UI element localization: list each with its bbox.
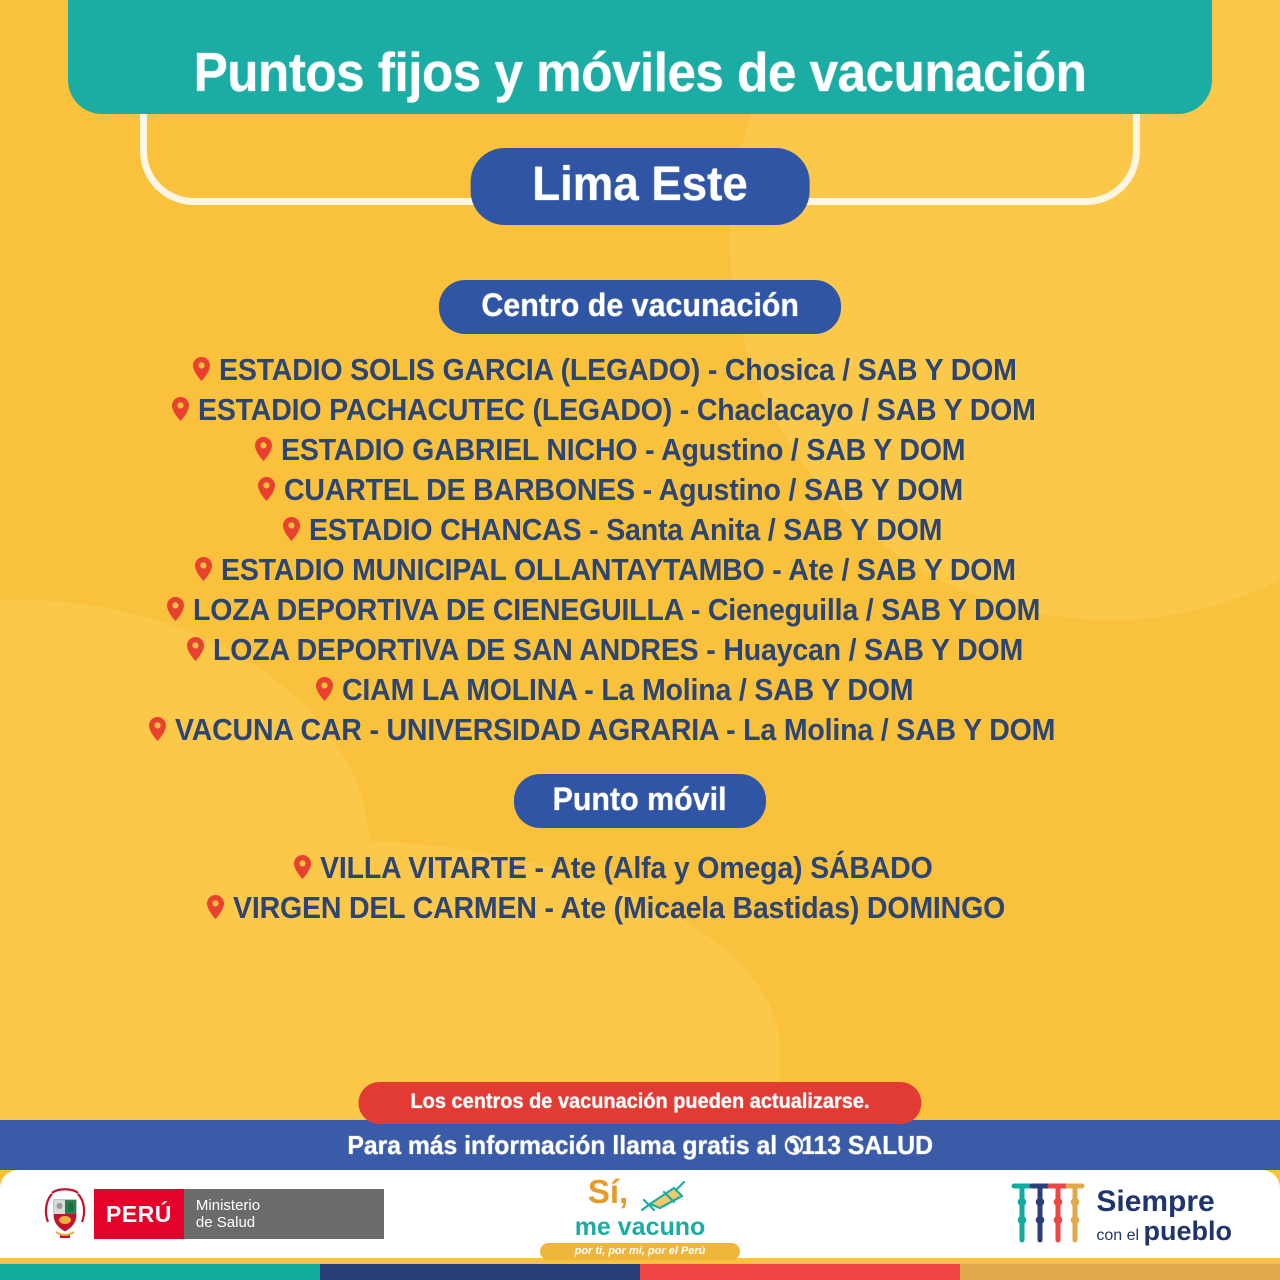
- map-pin-icon: [187, 637, 204, 661]
- list-item: [193, 352, 1086, 388]
- vaccination-center-list: [0, 350, 1280, 750]
- section-badge-movil: [514, 774, 765, 828]
- phone-number: 113 SALUD: [800, 1129, 933, 1160]
- list-item-separator: -: [671, 392, 697, 427]
- peru-label: PERÚ: [94, 1189, 184, 1239]
- map-pin-icon: [316, 677, 333, 701]
- list-item-separator: -: [682, 592, 708, 627]
- list-item-separator: -: [526, 850, 551, 885]
- map-pin-icon: [294, 855, 311, 879]
- syringe-icon: [630, 1178, 692, 1217]
- list-item: [187, 632, 1094, 668]
- list-item-text: [193, 592, 1040, 628]
- phone-icon: ✆: [783, 1132, 803, 1160]
- list-item: [167, 592, 1114, 628]
- list-item: [195, 552, 1085, 588]
- list-item-detail: Chosica / SAB Y DOM: [725, 352, 1018, 387]
- band-teal: [0, 1264, 320, 1280]
- list-item-detail: Huaycan / SAB Y DOM: [723, 632, 1023, 667]
- band-gold: [960, 1264, 1280, 1280]
- list-item-name: VILLA VITARTE: [320, 850, 527, 885]
- section-badge-centro: [439, 280, 841, 334]
- list-item: [294, 850, 986, 886]
- list-item-text: [233, 890, 1005, 926]
- me-vacuno-label: me vacuno: [574, 1213, 706, 1241]
- list-item-detail: Cieneguilla / SAB Y DOM: [707, 592, 1040, 627]
- logo-ministerio-de-salud: [42, 1186, 384, 1242]
- section-label-centro: Centro de vacunación: [481, 287, 799, 323]
- logo-si-me-vacuno: [540, 1173, 740, 1260]
- siempre-figures-icon: [1008, 1180, 1086, 1251]
- list-item-name: LOZA DEPORTIVA DE SAN ANDRES: [212, 632, 699, 667]
- list-item-detail: Ate (Micaela Bastidas) DOMINGO: [560, 890, 1006, 925]
- list-item-name: ESTADIO CHANCAS: [308, 512, 582, 547]
- list-item: [258, 472, 1022, 508]
- list-item-text: [219, 352, 1017, 388]
- list-item-separator: -: [700, 352, 726, 387]
- list-item: [172, 392, 1109, 428]
- list-item-text: [320, 850, 933, 886]
- list-item-text: [175, 712, 1055, 748]
- map-pin-icon: [207, 895, 224, 919]
- list-item-separator: -: [637, 432, 662, 467]
- siempre-line2-small: con el: [1096, 1226, 1140, 1244]
- siempre-line2-bold: pueblo: [1143, 1215, 1232, 1246]
- siempre-text: [1096, 1184, 1232, 1246]
- list-item-text: [198, 392, 1036, 428]
- main-content: [0, 280, 1280, 928]
- list-item-text: [342, 672, 913, 708]
- section-header-centro: [439, 280, 841, 334]
- siempre-line2: [1096, 1215, 1232, 1246]
- band-navy: [320, 1264, 640, 1280]
- list-item-text: [284, 472, 963, 508]
- list-item-separator: -: [581, 512, 607, 547]
- info-text: [347, 1130, 933, 1161]
- map-pin-icon: [255, 437, 272, 461]
- list-item: [207, 890, 1072, 926]
- list-item-detail: Chaclacayo / SAB Y DOM: [696, 392, 1036, 427]
- list-item-detail: Santa Anita / SAB Y DOM: [606, 512, 943, 547]
- list-item-name: LOZA DEPORTIVA DE CIENEGUILLA: [192, 592, 683, 627]
- list-item-detail: La Molina / SAB Y DOM: [601, 672, 914, 707]
- list-item-name: ESTADIO MUNICIPAL OLLANTAYTAMBO: [221, 552, 765, 587]
- logo-siempre-con-el-pueblo: [1008, 1180, 1232, 1251]
- si-tagline: por ti, por mí, por el Perú: [540, 1243, 740, 1260]
- list-item-name: ESTADIO PACHACUTEC (LEGADO): [197, 392, 672, 427]
- peru-coat-of-arms-icon: [42, 1186, 88, 1242]
- list-item-separator: -: [537, 890, 561, 925]
- list-item-name: ESTADIO SOLIS GARCIA (LEGADO): [219, 352, 701, 387]
- ministerio-line1: Ministerio: [195, 1196, 261, 1214]
- ministerio-line2: de Salud: [195, 1214, 256, 1231]
- band-red: [640, 1264, 960, 1280]
- list-item-detail: Ate (Alfa y Omega) SÁBADO: [550, 850, 933, 885]
- info-bar: [0, 1120, 1280, 1170]
- list-item-name: CUARTEL DE BARBONES: [284, 472, 635, 507]
- ministerio-label: [184, 1189, 384, 1239]
- list-item-text: [213, 632, 1023, 668]
- si-label: Sí,: [587, 1173, 629, 1210]
- map-pin-icon: [167, 597, 184, 621]
- map-pin-icon: [195, 557, 212, 581]
- section-label-movil: Punto móvil: [553, 781, 727, 817]
- page-title: Puntos fijos y móviles de vacunación: [193, 41, 1087, 103]
- list-item-text: [309, 512, 942, 548]
- list-item-name: VIRGEN DEL CARMEN: [233, 890, 538, 925]
- list-item: [316, 672, 963, 708]
- list-item: [283, 512, 997, 548]
- region-badge: [471, 148, 810, 225]
- list-item-text: [281, 432, 965, 468]
- list-item-detail: Agustino / SAB Y DOM: [658, 472, 963, 507]
- update-notice-text: Los centros de vacunación pueden actualizarse.: [410, 1090, 870, 1113]
- map-pin-icon: [149, 717, 166, 741]
- info-prefix: Para más información llama gratis al: [347, 1129, 777, 1160]
- list-item-name: ESTADIO GABRIEL NICHO: [281, 432, 638, 467]
- list-item: [255, 432, 1025, 468]
- list-item-detail: La Molina / SAB Y DOM: [742, 712, 1055, 747]
- map-pin-icon: [258, 477, 275, 501]
- list-item-detail: Ate / SAB Y DOM: [788, 552, 1016, 587]
- list-item-separator: -: [634, 472, 659, 507]
- list-item-separator: -: [764, 552, 789, 587]
- list-item-separator: -: [577, 672, 602, 707]
- logo-strip: [0, 1170, 1280, 1258]
- region-label: Lima Este: [532, 158, 748, 211]
- header-banner: [68, 0, 1212, 114]
- list-item-name: VACUNA CAR - UNIVERSIDAD AGRARIA: [174, 712, 719, 747]
- siempre-line1: Siempre: [1096, 1184, 1215, 1218]
- update-notice-badge: [358, 1082, 921, 1124]
- list-item-text: [221, 552, 1016, 588]
- list-item-separator: -: [698, 632, 724, 667]
- si-row: [540, 1173, 740, 1217]
- bottom-color-bands: [0, 1264, 1280, 1280]
- mobile-point-list: [0, 848, 1280, 928]
- list-item-detail: Agustino / SAB Y DOM: [661, 432, 966, 467]
- map-pin-icon: [283, 517, 300, 541]
- list-item-separator: -: [718, 712, 743, 747]
- map-pin-icon: [172, 397, 189, 421]
- list-item: [149, 712, 1132, 748]
- list-item-name: CIAM LA MOLINA: [342, 672, 578, 707]
- map-pin-icon: [193, 357, 210, 381]
- section-header-movil: [514, 774, 765, 828]
